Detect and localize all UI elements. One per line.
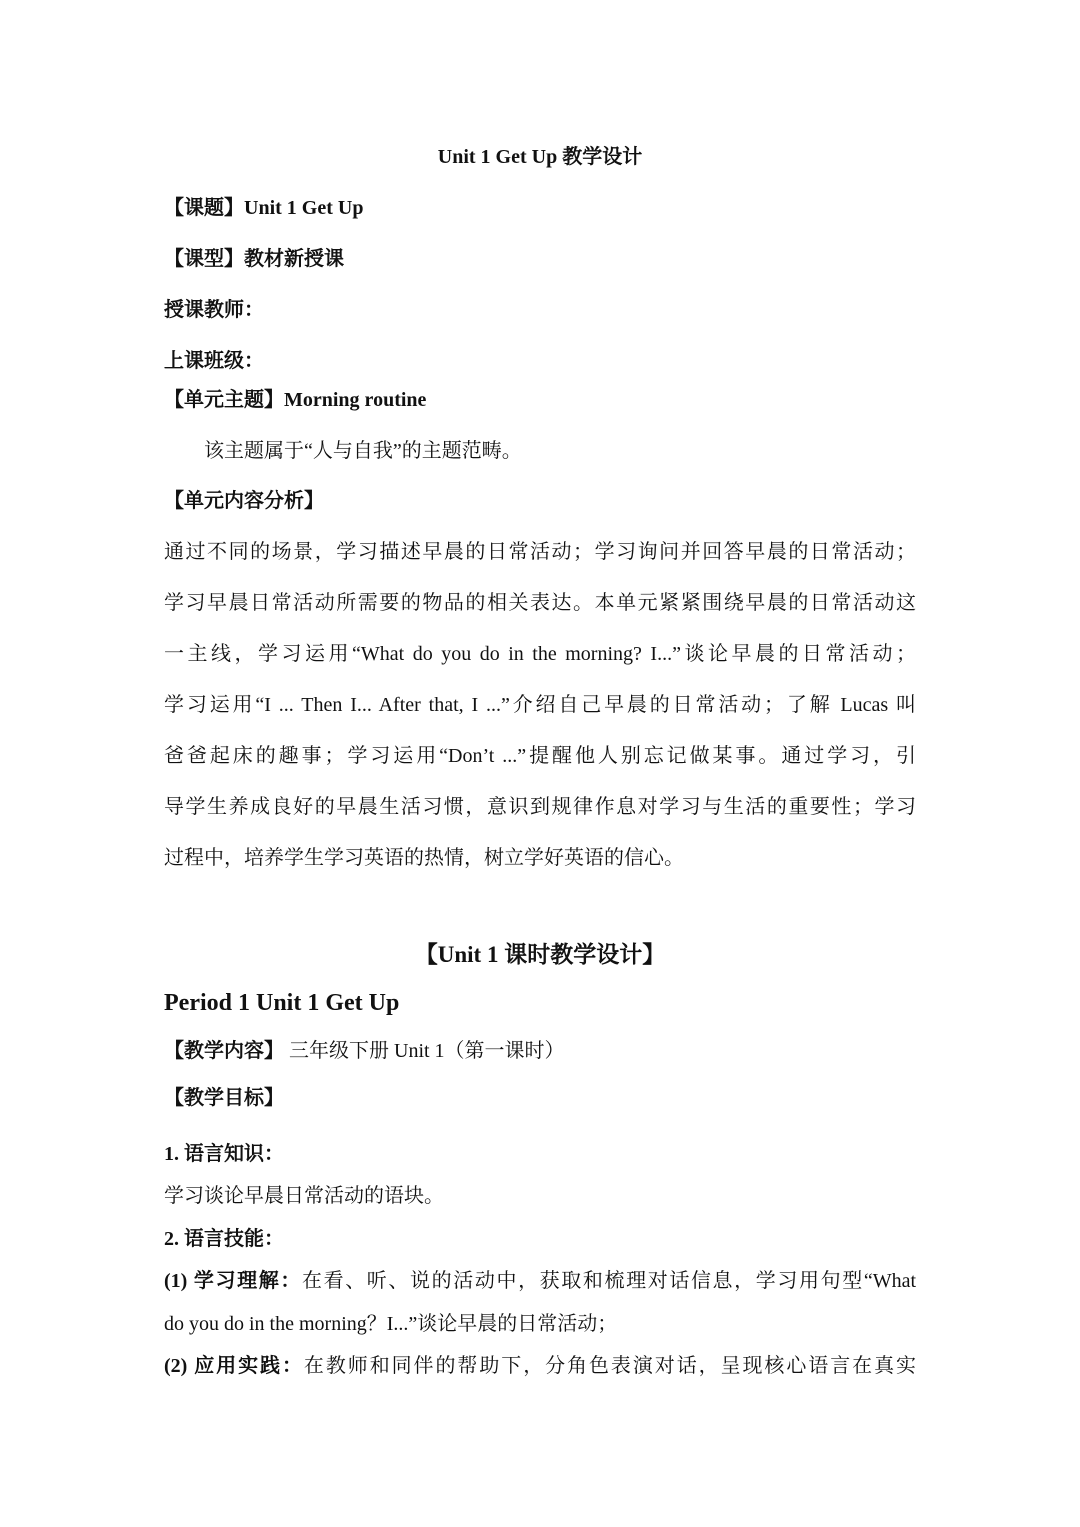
teaching-goals-heading: 【教学目标】 bbox=[164, 1087, 284, 1109]
analysis-line: 一主线，学习运用“What do you do in the morning? I...”谈论早晨的日常活动； bbox=[164, 643, 916, 665]
goal-2-item-2-text: 在教师和同伴的帮助下，分角色表演对话，呈现核心语言在真实 bbox=[303, 1355, 917, 1377]
goal-2-item-2 bbox=[164, 1353, 916, 1379]
analysis-line: 过程中，培养学生学习英语的热情，树立学好英语的信心。 bbox=[164, 847, 684, 869]
teaching-content-value: 三年级下册 Unit 1（第一课时） bbox=[284, 1040, 565, 1062]
goal-2-item-1-text: 在看、听、说的活动中，获取和梳理对话信息，学习用句型“What bbox=[301, 1270, 917, 1292]
analysis-line: 学习运用“I ... Then I... After that, I ...”介绍自己早晨的日常活动；了解 Lucas 叫 bbox=[164, 694, 916, 716]
goal-2-item-1 bbox=[164, 1268, 916, 1294]
goal-2-item-1-continued: do you do in the morning？I...”谈论早晨的日常活动； bbox=[164, 1313, 618, 1335]
analysis-heading: 【单元内容分析】 bbox=[164, 490, 324, 512]
teaching-content-line bbox=[164, 1038, 565, 1064]
goal-1-heading: 1. 语言知识： bbox=[164, 1143, 284, 1165]
teaching-content-label: 【教学内容】 bbox=[164, 1040, 284, 1062]
goal-1-text: 学习谈论早晨日常活动的语块。 bbox=[164, 1185, 444, 1207]
period-title: Period 1 Unit 1 Get Up bbox=[164, 990, 400, 1016]
analysis-line: 爸爸起床的趣事；学习运用“Don’t ...”提醒他人别忘记做某事。通过学习，引 bbox=[164, 745, 916, 767]
analysis-line: 学习早晨日常活动所需要的物品的相关表达。本单元紧紧围绕早晨的日常活动这 bbox=[164, 592, 916, 614]
unit-theme-line: 【单元主题】Morning routine bbox=[164, 389, 427, 411]
goal-2-item-1-label: (1) 学习理解： bbox=[164, 1270, 302, 1292]
goal-2-heading: 2. 语言技能： bbox=[164, 1228, 284, 1250]
goal-2-item-2-label: (2) 应用实践： bbox=[164, 1355, 304, 1377]
theme-description: 该主题属于“人与自我”的主题范畴。 bbox=[204, 440, 522, 462]
document-title: Unit 1 Get Up 教学设计 bbox=[437, 146, 643, 168]
lesson-design-heading: 【Unit 1 课时教学设计】 bbox=[414, 942, 666, 967]
class-line: 上课班级： bbox=[164, 350, 264, 372]
topic-line: 【课题】Unit 1 Get Up bbox=[164, 197, 364, 219]
lesson-type-line: 【课型】教材新授课 bbox=[164, 248, 344, 270]
analysis-line: 通过不同的场景，学习描述早晨的日常活动；学习询问并回答早晨的日常活动； bbox=[164, 541, 916, 563]
analysis-line: 导学生养成良好的早晨生活习惯，意识到规律作息对学习与生活的重要性；学习 bbox=[164, 796, 916, 818]
teacher-line: 授课教师： bbox=[164, 299, 264, 321]
